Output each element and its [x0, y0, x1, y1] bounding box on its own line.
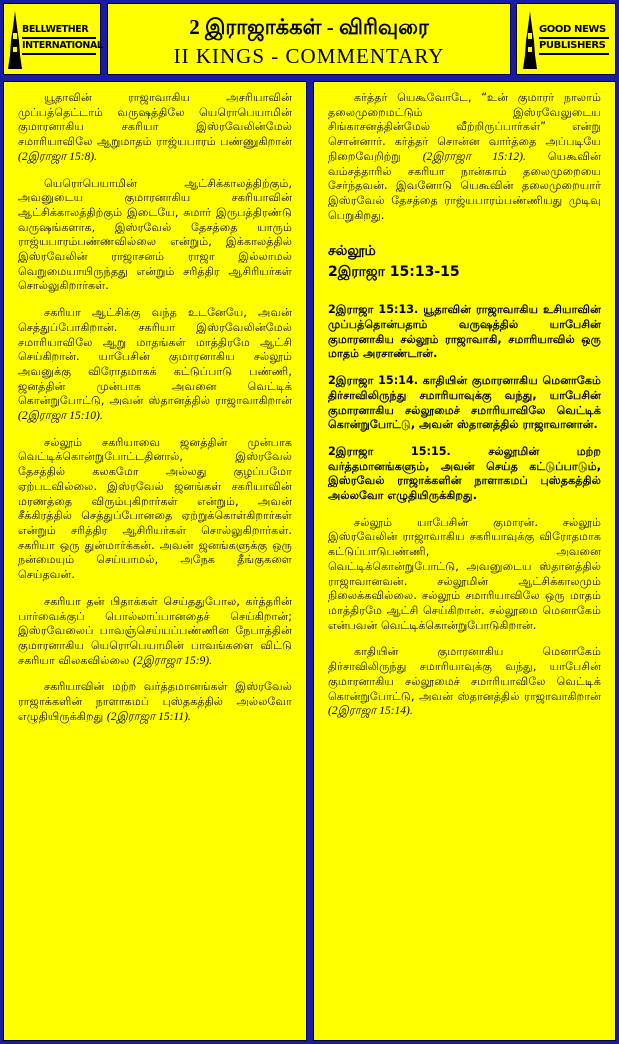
- good-news-logo-line2: PUBLISHERS: [539, 40, 606, 51]
- paragraph: சல்லூம் சகரியாவை ஜனத்தின் முன்பாக வெட்டிக்கொன்றுபோட்டதினால், இஸ்ரவேல் தேசத்தில் கலகமோ அல்லது குழப்பமோ ஏற்படவில்லை. இஸ்ரவேல் ஜனங்கள் சகரியாவின் மரணத்தை விரும்புகிறார்கள் என்றும், அவன் சீக்கிரத்தில் செத்துப்போனதை ஏற்றுக்கொள்கிறார்கள் என்றும் சரித்திர ஆசிரியர்கள் சொல்லுகிறார்கள். சகரியா ஒரு துன்மார்க்கன். அவன் ஜனங்களுக்கு ஒரு நன்மையும் செய்யாமல், அநேக தீங்குகளை செய்தவன்.: [18, 435, 292, 582]
- paragraph: சகரியா தன் பிதாக்கள் செய்ததுபோல, கர்த்தரின் பார்வைக்குப் பொல்லாப்பானதைச் செய்கிறான்; இஸ்ரவேலைப் பாவஞ்செய்யப்பண்ணின நேபாத்தின் குமாரனாகிய யெரொபெயாமின் பாவங்களை விட்டு சகரியா விலகவில்லை (2இராஜா 15:9).: [18, 594, 292, 667]
- section-heading: [328, 241, 601, 283]
- good-news-logo-line1: GOOD NEWS: [539, 24, 606, 35]
- scripture-reference: (2இராஜா 15:8).: [18, 150, 97, 163]
- verse-text: 2இராஜா 15:13. யூதாவின் ராஜாவாகிய உசியாவின் முப்பத்தொன்பதாம் வருஷத்தில் யாபேசின் குமாரனாகிய சல்லூம் ராஜாவாகி, சமாரியாவில் ஒரு மாதம் அரசாண்டான்.: [328, 303, 601, 361]
- good-news-logo: [516, 3, 616, 75]
- page-header: [107, 3, 511, 75]
- bellwether-logo-line2: INTERNATIONAL: [22, 40, 103, 51]
- scripture-reference: (2இராஜா 15:11).: [106, 710, 191, 723]
- paragraph: சகரியாவின் மற்ற வர்த்தமானங்கள் இஸ்ரவேல் ராஜாக்களின் நாளாகமப் புஸ்தகத்தில் அல்லவோ எழுதியிருக்கிறது (2இராஜா 15:11).: [18, 680, 292, 723]
- right-column: [313, 81, 616, 1041]
- bellwether-logo: [3, 3, 101, 75]
- spire-icon: [8, 11, 22, 69]
- paragraph: யூதாவின் ராஜாவாகிய அசரியாவின் முப்பத்தெட்டாம் வருஷத்திலே யெரொபெயாமின் குமாரனாகிய சகரியா இஸ்ரவேலின்மேல் சமாரியாவிலே ஆறுமாதம் ராஜ்யபாரம் பண்ணுகிறான் (2இராஜா 15:8).: [18, 91, 292, 163]
- bellwether-logo-line1: BELLWETHER: [22, 24, 89, 35]
- spire-icon: [523, 11, 537, 69]
- paragraph: சல்லூம் யாபேசின் குமாரன். சல்லூம் இஸ்ரவேலின் ராஜாவாகிய சகரியாவுக்கு விரோதமாக கட்டுப்பாடுபண்ணி, அவனை வெட்டிக்கொன்றுபோட்டு, அவனுடைய ஸ்தானத்தில் ராஜாவானவன். சல்லூமின் ஆட்சிக்காலமும் நிலைக்கவில்லை. சல்லூம் சமாரியாவிலே ஒரு மாதம் மாத்திரமே ஆட்சி செய்கிறான். சல்லூமை மெனாகேம் என்பவன் வெட்டிக்கொன்றுபோடுகிறான்.: [328, 515, 601, 632]
- paragraph: யெரொபெயாமின் ஆட்சிக்காலத்திற்கும், அவனுடைய குமாரனாகிய சகரியாவின் ஆட்சிக்காலத்திற்கும் இடையே, சுமார் இருபத்திரண்டு வருஷங்களாக, இஸ்ரவேல் தேசத்தை யாரும் ராஜ்யபாரம்பண்ணவில்லை என்றும், இக்காலத்தில் இஸ்ரவேலின் ராஜாசனம் ராஜா இல்லாமல் வெறுமையாயிருந்தது என்றும் சரித்திர ஆசிரியர்கள் சொல்லுகிறார்கள்.: [18, 176, 292, 293]
- paragraph: காதியின் குமாரனாகிய மெனாகேம் திர்சாவிலிருந்து சமாரியாவுக்கு வந்து, யாபேசின் குமாரனாகிய சல்லூமைச் சமாரியாவிலே வெட்டிக் கொன்றுபோட்டு, அவன் ஸ்தானத்தில் ராஜாவாகிறான் (2இராஜா 15:14).: [328, 645, 601, 718]
- left-column: [3, 81, 307, 1041]
- scripture-reference: (2இராஜா 15:12).: [422, 150, 526, 163]
- verse-text: 2இராஜா 15:15. சல்லூமின் மற்ற வர்த்தமானங்களும், அவன் செய்த கட்டுப்பாடும், இஸ்ரவேல் ராஜாக்களின் நாளாகமப் புஸ்தகத்தில் அல்லவோ எழுதியிருக்கிறது.: [328, 444, 601, 503]
- section-heading-reference: 2இராஜா 15:13-15: [328, 264, 460, 281]
- verse-text: 2இராஜா 15:14. காதியின் குமாரனாகிய மெனாகேம் திர்சாவிலிருந்து சமாரியாவுக்கு வந்து, யாபேசின் குமாரனாகிய சல்லூமைச் சமாரியாவிலே வெட்டிக் கொன்றுபோட்டு, அவன் ஸ்தானத்தில் ராஜாவானான்.: [328, 374, 601, 432]
- page-title-english: II KINGS - COMMENTARY: [173, 44, 445, 68]
- page-title-tamil: 2 இராஜாக்கள் - விரிவுரை: [189, 15, 429, 39]
- paragraph: சகரியா ஆட்சிக்கு வந்த உடனேயே, அவன் செத்துப்போகிறான். சகரியா இஸ்ரவேலின்மேல் சமாரியாவிலே ஆறு மாதங்கள் மாத்திரமே ஆட்சி செய்கிறான். யாபேசின் குமாரனாகிய சல்லூம் அவனுக்கு விரோதமாகக் கட்டுப்பாடு பண்ணி, ஜனத்தின் முன்பாக அவனை வெட்டிக் கொன்றுபோட்டு, அவன் ஸ்தானத்தில் ராஜாவாகிறான் (2இராஜா 15:10).: [18, 306, 292, 423]
- section-heading-title: சல்லூம்: [328, 243, 376, 260]
- scripture-reference: (2இராஜா 15:14).: [328, 705, 413, 718]
- paragraph: கர்த்தர் யெகூவோடே, “உன் குமாரர் நாலாம் தலைமுறைமட்டும் இஸ்ரவேலுடைய சிங்காசனத்தின்மேல் வீற்றிருப்பார்கள்” என்று சொன்னார். கர்த்தர் சொன்ன வார்த்தை அப்படியே நிறைவேறிற்று (2இராஜா 15:12). யெகூவின் வம்சத்தாரில் சகரியா நான்காம் தலைமுறையை சேர்ந்தவன். இவனோடு யெகூவின் தலைமுறையார் இஸ்ரவேல் தேசத்தை ராஜ்யபாரம்பண்ணியது முடிவு பெறுகிறது.: [328, 91, 601, 222]
- scripture-reference: (2இராஜா 15:9).: [133, 654, 213, 667]
- scripture-reference: (2இராஜா 15:10).: [18, 410, 103, 423]
